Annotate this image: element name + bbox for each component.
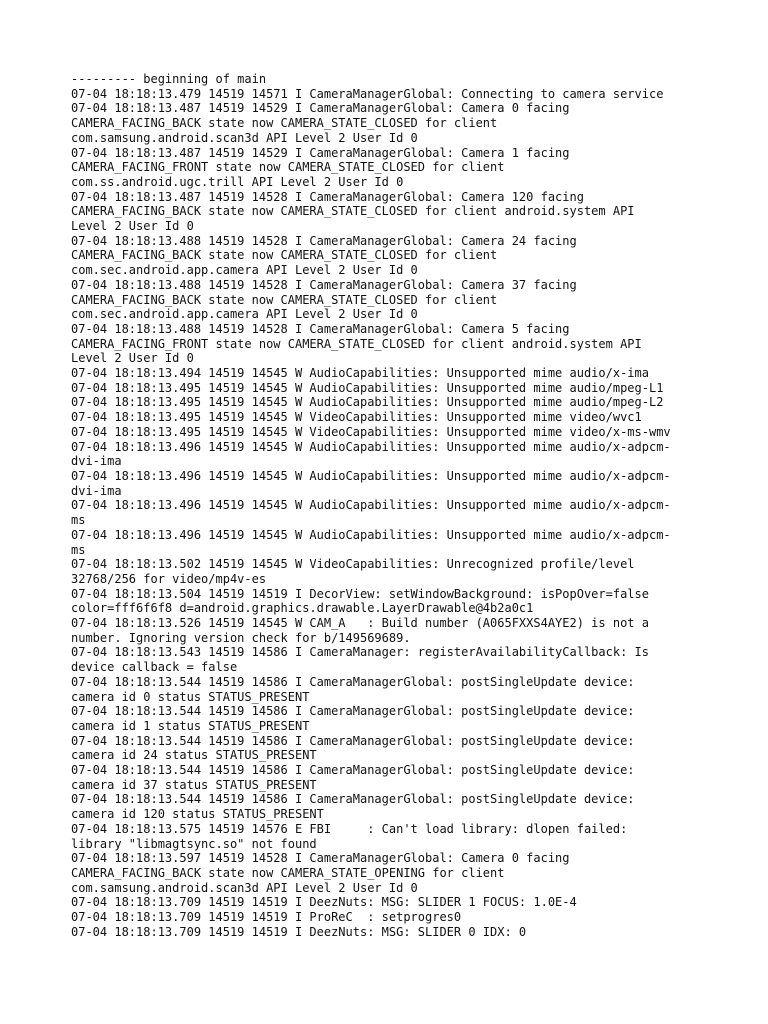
log-line: 07-04 18:18:13.504 14519 14519 I DecorView: setWindowBackground: isPopOver=false: [71, 586, 649, 601]
log-line: com.sec.android.app.camera API Level 2 User Id 0: [71, 307, 418, 322]
log-line: 07-04 18:18:13.544 14519 14586 I CameraManagerGlobal: postSingleUpdate device:: [71, 674, 635, 689]
log-line: 07-04 18:18:13.495 14519 14545 W AudioCapabilities: Unsupported mime audio/mpeg-L2: [71, 395, 664, 410]
log-line: CAMERA_FACING_FRONT state now CAMERA_STATE_CLOSED for client: [71, 160, 505, 175]
log-line: 07-04 18:18:13.488 14519 14528 I CameraManagerGlobal: Camera 37 facing: [71, 277, 577, 292]
log-line: CAMERA_FACING_BACK state now CAMERA_STATE_CLOSED for client: [71, 292, 498, 307]
log-line: CAMERA_FACING_BACK state now CAMERA_STATE_CLOSED for client android.system API: [71, 204, 635, 219]
log-line: 07-04 18:18:13.544 14519 14586 I CameraManagerGlobal: postSingleUpdate device:: [71, 792, 635, 807]
log-line: 07-04 18:18:13.709 14519 14519 I DeezNuts: MSG: SLIDER 0 IDX: 0: [71, 924, 527, 939]
log-line: 07-04 18:18:13.496 14519 14545 W AudioCapabilities: Unsupported mime audio/x-adpcm-: [71, 468, 671, 483]
log-line: CAMERA_FACING_BACK state now CAMERA_STATE_CLOSED for client: [71, 248, 498, 263]
log-line: 07-04 18:18:13.488 14519 14528 I CameraManagerGlobal: Camera 5 facing: [71, 321, 570, 336]
log-line: 07-04 18:18:13.496 14519 14545 W AudioCapabilities: Unsupported mime audio/x-adpcm-: [71, 498, 671, 513]
log-line: com.sec.android.app.camera API Level 2 User Id 0: [71, 263, 418, 278]
log-line: 07-04 18:18:13.597 14519 14528 I CameraManagerGlobal: Camera 0 facing: [71, 851, 570, 866]
log-line: 07-04 18:18:13.494 14519 14545 W AudioCapabilities: Unsupported mime audio/x-ima: [71, 366, 649, 381]
log-line: Level 2 User Id 0: [71, 351, 194, 366]
log-line: library "libmagtsync.so" not found: [71, 836, 317, 851]
log-line: 07-04 18:18:13.526 14519 14545 W CAM_A : Build number (A065FXXS4AYE2) is not a: [71, 616, 649, 631]
log-line: color=fff6f6f8 d=android.graphics.drawable.LayerDrawable@4b2a0c1: [71, 601, 534, 616]
log-line: camera id 120 status STATUS_PRESENT: [71, 807, 324, 822]
log-line: 07-04 18:18:13.544 14519 14586 I CameraManagerGlobal: postSingleUpdate device:: [71, 763, 635, 778]
log-line: 07-04 18:18:13.495 14519 14545 W VideoCapabilities: Unsupported mime video/x-ms-wmv: [71, 424, 671, 439]
log-line: 07-04 18:18:13.502 14519 14545 W VideoCapabilities: Unrecognized profile/level: [71, 557, 635, 572]
log-line: Level 2 User Id 0: [71, 219, 194, 234]
log-line: --------- beginning of main: [71, 72, 267, 86]
log-line: com.samsung.android.scan3d API Level 2 User Id 0: [71, 880, 418, 895]
log-line: ms: [71, 513, 86, 528]
log-line: CAMERA_FACING_BACK state now CAMERA_STATE_OPENING for client: [71, 865, 505, 880]
log-line: 07-04 18:18:13.709 14519 14519 I DeezNuts: MSG: SLIDER 1 FOCUS: 1.0E-4: [71, 895, 577, 910]
log-line: 07-04 18:18:13.496 14519 14545 W AudioCapabilities: Unsupported mime audio/x-adpcm-: [71, 527, 671, 542]
log-document: [71, 72, 711, 939]
log-line: 07-04 18:18:13.488 14519 14528 I CameraManagerGlobal: Camera 24 facing: [71, 233, 577, 248]
log-line: com.ss.android.ugc.trill API Level 2 User Id 0: [71, 174, 404, 189]
log-line: 32768/256 for video/mp4v-es: [71, 571, 267, 586]
log-line: 07-04 18:18:13.487 14519 14529 I CameraManagerGlobal: Camera 1 facing: [71, 145, 570, 160]
log-line: 07-04 18:18:13.709 14519 14519 I ProReC : setprogres0: [71, 910, 462, 925]
log-line: dvi-ima: [71, 454, 122, 469]
log-line: 07-04 18:18:13.495 14519 14545 W VideoCapabilities: Unsupported mime video/wvc1: [71, 410, 642, 425]
log-line: camera id 0 status STATUS_PRESENT: [71, 689, 310, 704]
log-line: 07-04 18:18:13.487 14519 14529 I CameraManagerGlobal: Camera 0 facing: [71, 101, 570, 116]
log-line: com.samsung.android.scan3d API Level 2 User Id 0: [71, 130, 418, 145]
log-line: camera id 1 status STATUS_PRESENT: [71, 718, 310, 733]
log-line: 07-04 18:18:13.495 14519 14545 W AudioCapabilities: Unsupported mime audio/mpeg-L1: [71, 380, 664, 395]
log-line: 07-04 18:18:13.575 14519 14576 E FBI : Can't load library: dlopen failed:: [71, 821, 628, 836]
log-line: number. Ignoring version check for b/149569689.: [71, 630, 411, 645]
log-line: CAMERA_FACING_BACK state now CAMERA_STATE_CLOSED for client: [71, 116, 498, 131]
log-line: CAMERA_FACING_FRONT state now CAMERA_STATE_CLOSED for client android.system API: [71, 336, 642, 351]
log-line: camera id 24 status STATUS_PRESENT: [71, 748, 317, 763]
log-line: 07-04 18:18:13.543 14519 14586 I CameraManager: registerAvailabilityCallback: Is: [71, 645, 649, 660]
log-line: 07-04 18:18:13.544 14519 14586 I CameraManagerGlobal: postSingleUpdate device:: [71, 733, 635, 748]
log-line: ms: [71, 542, 86, 557]
log-line: 07-04 18:18:13.479 14519 14571 I CameraManagerGlobal: Connecting to camera service: [71, 86, 664, 101]
log-line: dvi-ima: [71, 483, 122, 498]
log-line: device callback = false: [71, 660, 238, 675]
log-line: camera id 37 status STATUS_PRESENT: [71, 777, 317, 792]
log-line: 07-04 18:18:13.496 14519 14545 W AudioCapabilities: Unsupported mime audio/x-adpcm-: [71, 439, 671, 454]
log-line: 07-04 18:18:13.544 14519 14586 I CameraManagerGlobal: postSingleUpdate device:: [71, 704, 635, 719]
log-line: 07-04 18:18:13.487 14519 14528 I CameraManagerGlobal: Camera 120 facing: [71, 189, 584, 204]
